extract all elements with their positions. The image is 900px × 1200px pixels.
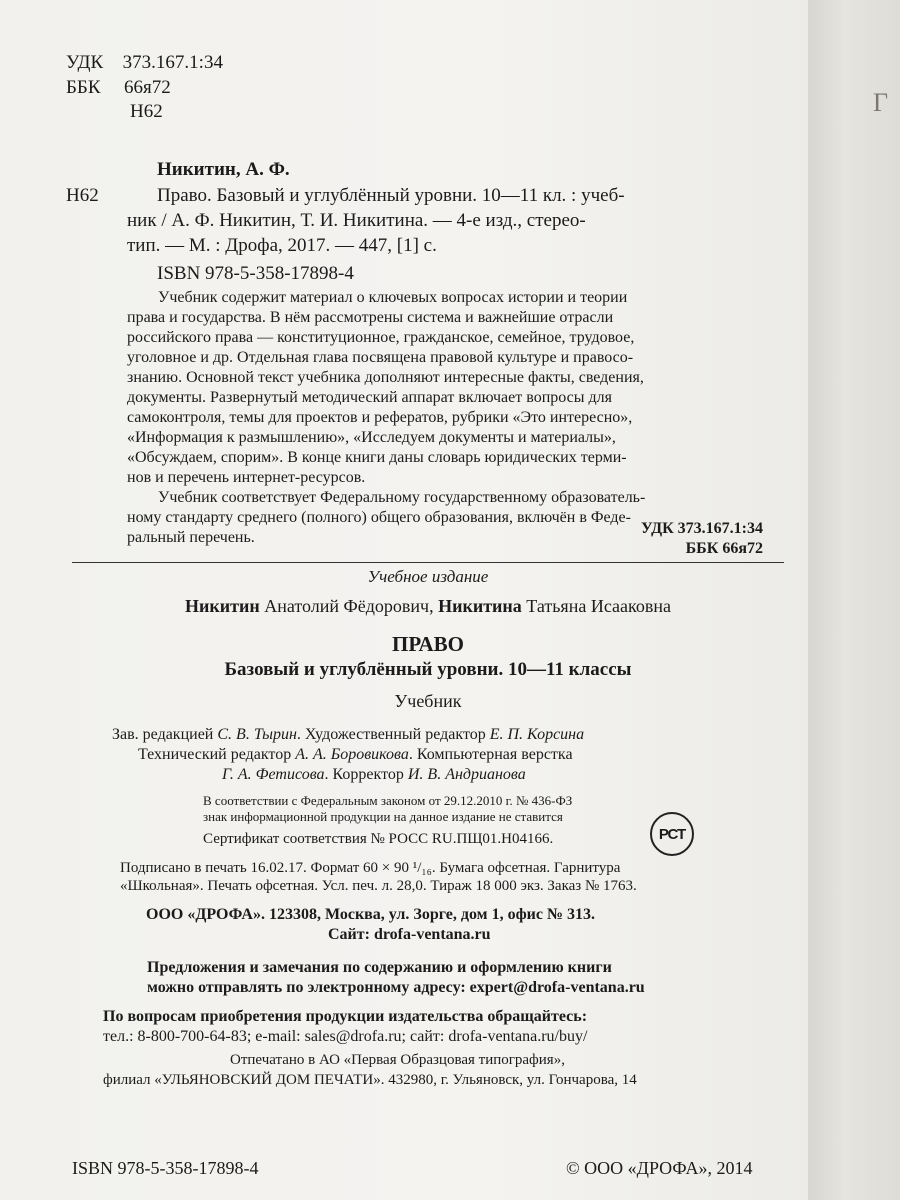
catalog-author: Никитин, А. Ф. xyxy=(157,159,290,180)
staff-role: . Художественный редактор xyxy=(296,726,490,743)
udk-value: 373.167.1:34 xyxy=(122,52,223,73)
purchase-line-1: По вопросам приобретения продукции издательства обращайтесь: xyxy=(103,1008,588,1025)
feedback-line-1: Предложения и замечания по содержанию и оформлению книги xyxy=(147,959,612,976)
catalog-isbn: ISBN 978-5-358-17898-4 xyxy=(157,263,354,284)
author2-surname: Никитина xyxy=(433,596,522,616)
book-subtitle: Базовый и углублённый уровни. 10—11 классы xyxy=(224,659,632,680)
annotation-line: Учебник содержит материал о ключевых вопросах истории и теории xyxy=(158,289,628,306)
annotation-line: Учебник соответствует Федеральному государственному образователь- xyxy=(158,489,646,506)
catalog-line-3: тип. — М. : Дрофа, 2017. — 447, [1] с. xyxy=(127,235,437,256)
book-type: Учебник xyxy=(394,691,462,711)
annotation-line: «Информация к размышлению», «Исследуем документы и материалы», xyxy=(127,429,616,446)
annotation-line: документы. Развернутый методический аппарат включает вопросы для xyxy=(127,389,612,406)
annotation-line: «Обсуждаем, спорим». В конце книги даны словарь юридических терми- xyxy=(127,449,627,466)
bbk-label: ББК xyxy=(66,77,101,98)
staff-person: С. В. Тырин xyxy=(217,726,297,743)
print-line-1: Подписано в печать 16.02.17. Формат 60 × 90 ¹/₁₆. Бумага офсетная. Гарнитура xyxy=(120,860,621,876)
staff-person: Е. П. Корсина xyxy=(489,726,585,743)
staff-role: . Компьютерная верстка xyxy=(408,746,573,763)
author-code-header: Н62 xyxy=(130,101,163,122)
feedback-line-2: можно отправлять по электронному адресу: expert@drofa-ventana.ru xyxy=(147,979,645,996)
author1-name: Анатолий Фёдорович, xyxy=(259,596,434,616)
edge-letter: Г xyxy=(873,88,889,117)
catalog-code: Н62 xyxy=(66,185,99,206)
law-line-2: знак информационной продукции на данное издание не ставится xyxy=(203,809,563,824)
certificate: Сертификат соответствия № РОСС RU.ПЩ01.Н04166. xyxy=(203,831,554,847)
author2-name: Татьяна Исааковна xyxy=(521,596,671,616)
printer-line-1: Отпечатано в АО «Первая Образцовая типография», xyxy=(230,1052,565,1068)
staff-role: Зав. редакцией xyxy=(112,726,218,743)
staff-person: А. А. Боровикова xyxy=(295,746,409,763)
next-page-edge xyxy=(808,0,900,1200)
certification-logo: РСТ xyxy=(650,812,694,856)
footer-isbn: ISBN 978-5-358-17898-4 xyxy=(72,1158,259,1178)
catalog-line-1: Право. Базовый и углублённый уровни. 10—11 кл. : учеб- xyxy=(157,185,625,206)
annotation-line: ральный перечень. xyxy=(127,529,255,546)
annotation-line: ному стандарту среднего (полного) общего образования, включён в Феде- xyxy=(127,509,631,526)
staff-line-2 xyxy=(138,746,573,764)
footer-copyright: © ООО «ДРОФА», 2014 xyxy=(566,1158,753,1178)
staff-line-1 xyxy=(112,726,584,744)
law-line-1: В соответствии с Федеральным законом от 29.12.2010 г. № 436-ФЗ xyxy=(203,793,573,808)
annotation-line: российского права — конституционное, гражданское, семейное, трудовое, xyxy=(127,329,635,346)
staff-role: . Корректор xyxy=(324,766,408,783)
udk-header xyxy=(66,52,223,74)
catalog-line-2: ник / А. Ф. Никитин, Т. И. Никитина. — 4-е изд., стерео- xyxy=(127,210,586,231)
print-line-2: «Школьная». Печать офсетная. Усл. печ. л. 28,0. Тираж 18 000 экз. Заказ № 1763. xyxy=(120,878,637,894)
staff-person: Г. А. Фетисова xyxy=(222,766,325,783)
bbk-header xyxy=(66,77,171,99)
annotation-line: права и государства. В нём рассмотрены система и важнейшие отрасли xyxy=(127,309,614,326)
staff-role: Технический редактор xyxy=(138,746,296,763)
divider xyxy=(72,562,784,563)
bbk-value: 66я72 xyxy=(124,77,171,98)
annotation-line: знанию. Основной текст учебника дополняют интересные факты, сведения, xyxy=(127,369,644,386)
author1-surname: Никитин xyxy=(185,596,260,616)
publisher-site: Сайт: drofa-ventana.ru xyxy=(328,926,491,943)
annotation-udk: УДК 373.167.1:34 xyxy=(640,520,763,537)
annotation-bbk: ББК 66я72 xyxy=(685,540,763,557)
authors-line xyxy=(72,596,784,617)
staff-line-3 xyxy=(222,766,526,784)
publisher-address: ООО «ДРОФА». 123308, Москва, ул. Зорге, дом 1, офис № 313. xyxy=(146,906,596,923)
udk-label: УДК xyxy=(66,52,104,73)
annotation-line: уголовное и др. Отдельная глава посвящена правовой культуре и правосо- xyxy=(127,349,634,366)
printer-line-2: филиал «УЛЬЯНОВСКИЙ ДОМ ПЕЧАТИ». 432980, г. Ульяновск, ул. Гончарова, 14 xyxy=(103,1072,637,1088)
annotation-line: самоконтроля, темы для проектов и рефератов, рубрики «Это интересно», xyxy=(127,409,633,426)
annotation-line: нов и перечень интернет-ресурсов. xyxy=(127,469,366,486)
edition-type: Учебное издание xyxy=(367,567,489,586)
purchase-line-2: тел.: 8-800-700-64-83; e-mail: sales@drofa.ru; сайт: drofa-ventana.ru/buy/ xyxy=(103,1028,588,1045)
book-title: ПРАВО xyxy=(392,632,464,656)
staff-person: И. В. Андрианова xyxy=(407,766,526,783)
